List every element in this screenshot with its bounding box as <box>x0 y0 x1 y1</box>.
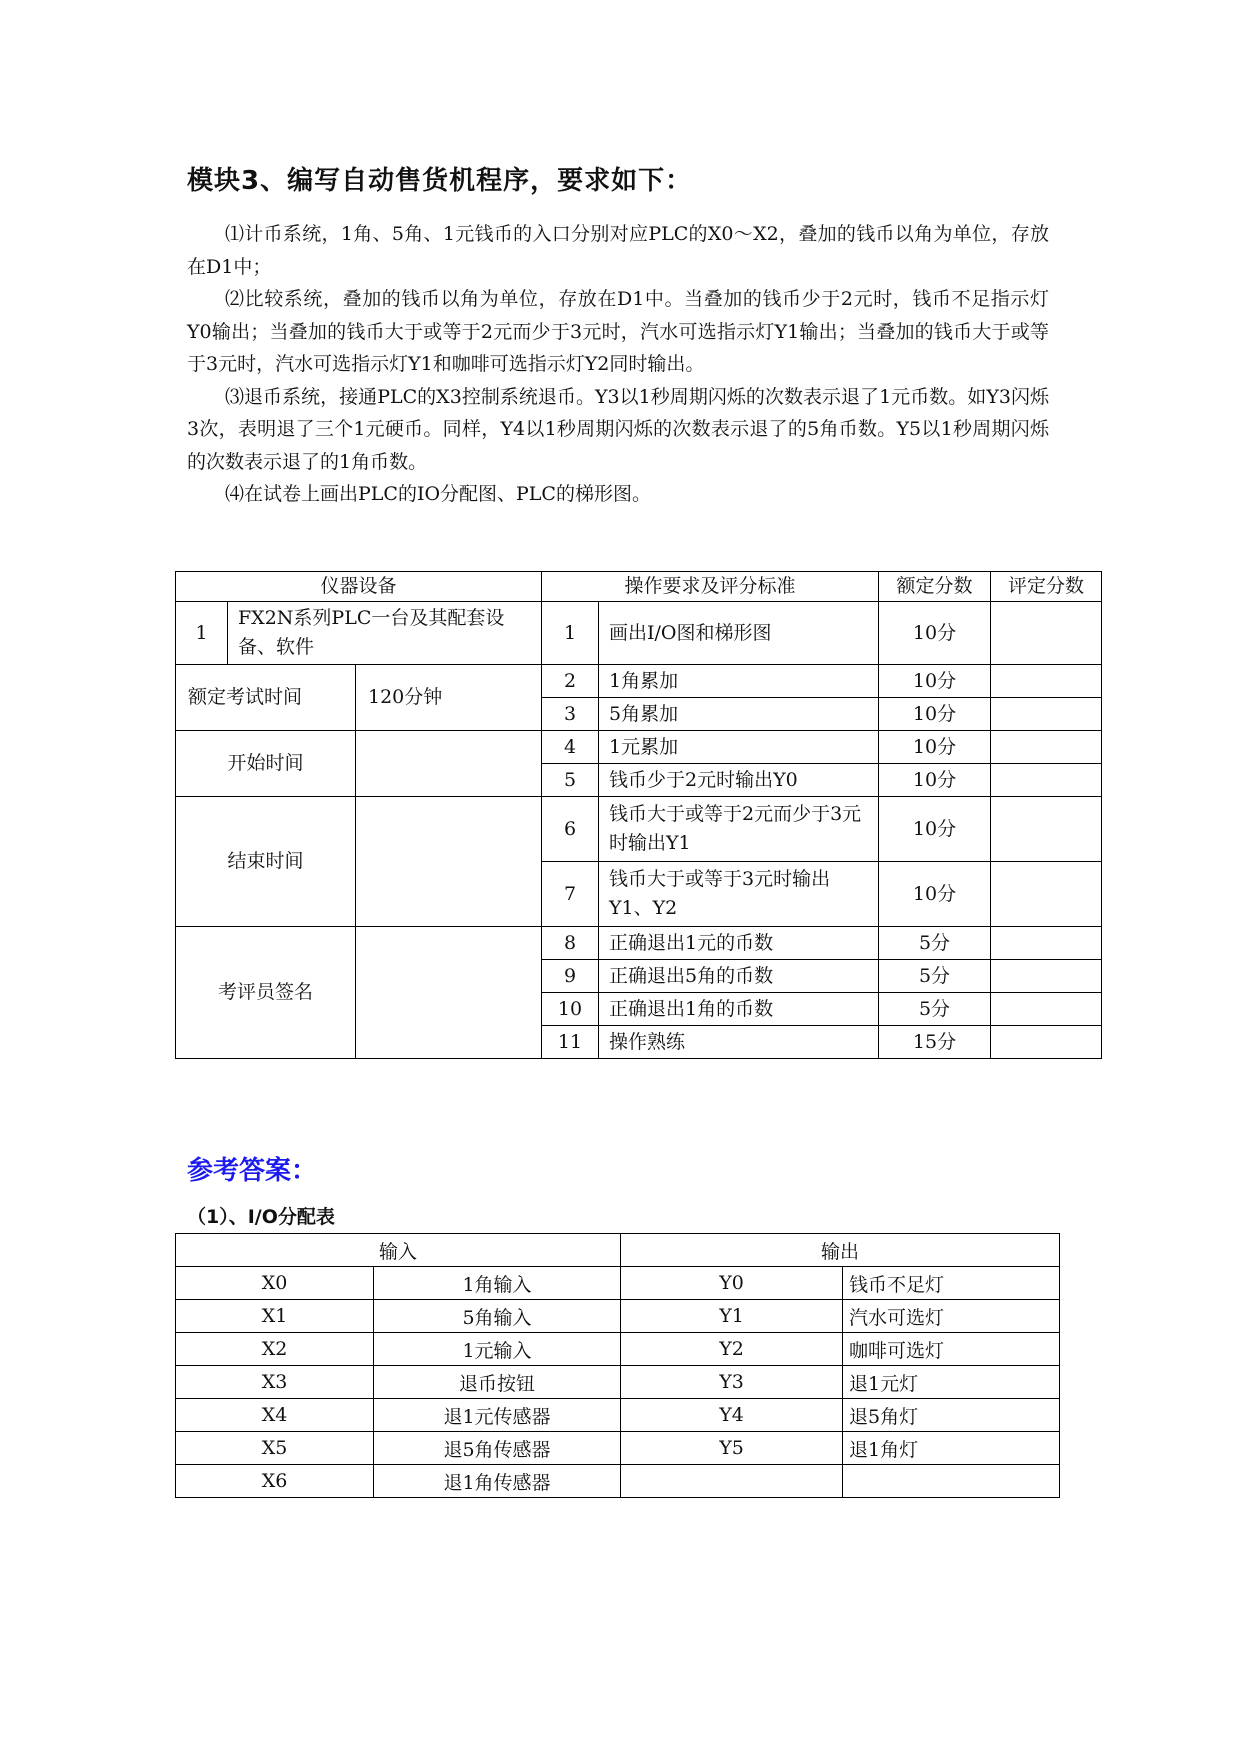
item-desc: 正确退出1元的币数 <box>599 927 879 960</box>
item-score: 5分 <box>879 960 991 993</box>
header-rated-score: 额定分数 <box>879 572 991 602</box>
item-no: 7 <box>542 862 599 927</box>
input-description: 退币按钮 <box>374 1366 621 1399</box>
info-value <box>356 927 542 1059</box>
item-desc: 正确退出5角的币数 <box>599 960 879 993</box>
item-desc: 画出I/O图和梯形图 <box>599 602 879 665</box>
item-desc: 5角累加 <box>599 698 879 731</box>
evaluated-score-cell <box>991 993 1102 1026</box>
input-header: 输入 <box>176 1234 621 1267</box>
output-description <box>843 1465 1060 1498</box>
info-label: 结束时间 <box>176 797 356 927</box>
info-value <box>356 731 542 797</box>
input-description: 1角输入 <box>374 1267 621 1300</box>
item-no: 1 <box>542 602 599 665</box>
io-table-heading: （1）、I/O分配表 <box>187 1206 335 1228</box>
item-score: 10分 <box>879 764 991 797</box>
output-description: 咖啡可选灯 <box>843 1333 1060 1366</box>
output-description: 退5角灯 <box>843 1399 1060 1432</box>
item-no: 9 <box>542 960 599 993</box>
table-row <box>176 731 1102 764</box>
input-address: X4 <box>176 1399 374 1432</box>
evaluated-score-cell <box>991 731 1102 764</box>
requirement-paragraph-3: ⑶退币系统，接通PLC的X3控制系统退币。Y3以1秒周期闪烁的次数表示退了1元币数。如Y3闪烁3次，表明退了三个1元硬币。同样，Y4以1秒周期闪烁的次数表示退了的5角币数。Y5以1秒周期闪烁的次数表示退了的1角币数。 <box>187 385 1049 473</box>
evaluated-score-cell <box>991 797 1102 862</box>
item-score: 10分 <box>879 665 991 698</box>
evaluated-score-cell <box>991 1026 1102 1059</box>
item-score: 5分 <box>879 927 991 960</box>
exam-scoring-table <box>175 571 1102 1059</box>
table-row <box>176 1432 1060 1465</box>
equipment-name: FX2N系列PLC一台及其配套设备、软件 <box>228 602 542 665</box>
item-no: 4 <box>542 731 599 764</box>
item-score: 10分 <box>879 862 991 927</box>
input-description: 5角输入 <box>374 1300 621 1333</box>
item-desc: 操作熟练 <box>599 1026 879 1059</box>
table-row <box>176 1465 1060 1498</box>
evaluated-score-cell <box>991 927 1102 960</box>
item-score: 10分 <box>879 602 991 665</box>
input-description: 退1角传感器 <box>374 1465 621 1498</box>
table-row <box>176 1267 1060 1300</box>
output-address: Y4 <box>621 1399 843 1432</box>
header-evaluated-score: 评定分数 <box>991 572 1102 602</box>
input-description: 退1元传感器 <box>374 1399 621 1432</box>
item-desc: 钱币大于或等于2元而少于3元时输出Y1 <box>599 797 879 862</box>
header-requirements: 操作要求及评分标准 <box>542 572 879 602</box>
input-address: X0 <box>176 1267 374 1300</box>
item-no: 6 <box>542 797 599 862</box>
item-desc: 钱币少于2元时输出Y0 <box>599 764 879 797</box>
table-row <box>176 1366 1060 1399</box>
table-row <box>176 665 1102 698</box>
reference-answer-heading: 参考答案： <box>187 1156 318 1186</box>
item-score: 15分 <box>879 1026 991 1059</box>
input-address: X5 <box>176 1432 374 1465</box>
item-no: 11 <box>542 1026 599 1059</box>
module-title: 模块3、编写自动售货机程序，要求如下： <box>187 166 693 196</box>
evaluated-score-cell <box>991 764 1102 797</box>
table-row <box>176 1399 1060 1432</box>
evaluated-score-cell <box>991 862 1102 927</box>
item-score: 10分 <box>879 797 991 862</box>
output-address: Y5 <box>621 1432 843 1465</box>
output-address <box>621 1465 843 1498</box>
evaluated-score-cell <box>991 698 1102 731</box>
item-desc: 钱币大于或等于3元时输出Y1、Y2 <box>599 862 879 927</box>
item-no: 2 <box>542 665 599 698</box>
item-score: 5分 <box>879 993 991 1026</box>
output-description: 退1元灯 <box>843 1366 1060 1399</box>
requirements-text <box>187 218 1049 511</box>
evaluated-score-cell <box>991 960 1102 993</box>
input-address: X3 <box>176 1366 374 1399</box>
item-no: 5 <box>542 764 599 797</box>
io-header-row <box>176 1234 1060 1267</box>
table-row <box>176 602 1102 665</box>
item-no: 8 <box>542 927 599 960</box>
output-address: Y1 <box>621 1300 843 1333</box>
output-header: 输出 <box>621 1234 1060 1267</box>
item-score: 10分 <box>879 698 991 731</box>
requirement-paragraph-4: ⑷在试卷上画出PLC的IO分配图、PLC的梯形图。 <box>225 483 651 505</box>
input-address: X6 <box>176 1465 374 1498</box>
evaluated-score-cell <box>991 665 1102 698</box>
table-header-row <box>176 572 1102 602</box>
equipment-no: 1 <box>176 602 228 665</box>
output-address: Y3 <box>621 1366 843 1399</box>
requirement-paragraph-1: ⑴计币系统，1角、5角、1元钱币的入口分别对应PLC的X0～X2，叠加的钱币以角为单位，存放在D1中； <box>187 223 1049 278</box>
io-allocation-table <box>175 1233 1060 1498</box>
item-no: 10 <box>542 993 599 1026</box>
item-desc: 1角累加 <box>599 665 879 698</box>
item-score: 10分 <box>879 731 991 764</box>
table-row <box>176 927 1102 960</box>
info-label: 额定考试时间 <box>176 665 356 731</box>
table-row <box>176 1333 1060 1366</box>
info-value: 120分钟 <box>356 665 542 731</box>
info-value <box>356 797 542 927</box>
evaluated-score-cell <box>991 602 1102 665</box>
input-description: 1元输入 <box>374 1333 621 1366</box>
table-row <box>176 797 1102 862</box>
item-desc: 1元累加 <box>599 731 879 764</box>
output-description: 退1角灯 <box>843 1432 1060 1465</box>
output-description: 钱币不足灯 <box>843 1267 1060 1300</box>
output-description: 汽水可选灯 <box>843 1300 1060 1333</box>
info-label: 考评员签名 <box>176 927 356 1059</box>
info-label: 开始时间 <box>176 731 356 797</box>
input-address: X1 <box>176 1300 374 1333</box>
input-description: 退5角传感器 <box>374 1432 621 1465</box>
table-row <box>176 1300 1060 1333</box>
header-equipment: 仪器设备 <box>176 572 542 602</box>
item-desc: 正确退出1角的币数 <box>599 993 879 1026</box>
requirement-paragraph-2: ⑵比较系统，叠加的钱币以角为单位，存放在D1中。当叠加的钱币少于2元时，钱币不足指示灯Y0输出；当叠加的钱币大于或等于2元而少于3元时，汽水可选指示灯Y1输出；当叠加的钱币大于或等于3元时，汽水可选指示灯Y1和咖啡可选指示灯Y2同时输出。 <box>187 288 1049 375</box>
input-address: X2 <box>176 1333 374 1366</box>
output-address: Y2 <box>621 1333 843 1366</box>
output-address: Y0 <box>621 1267 843 1300</box>
item-no: 3 <box>542 698 599 731</box>
